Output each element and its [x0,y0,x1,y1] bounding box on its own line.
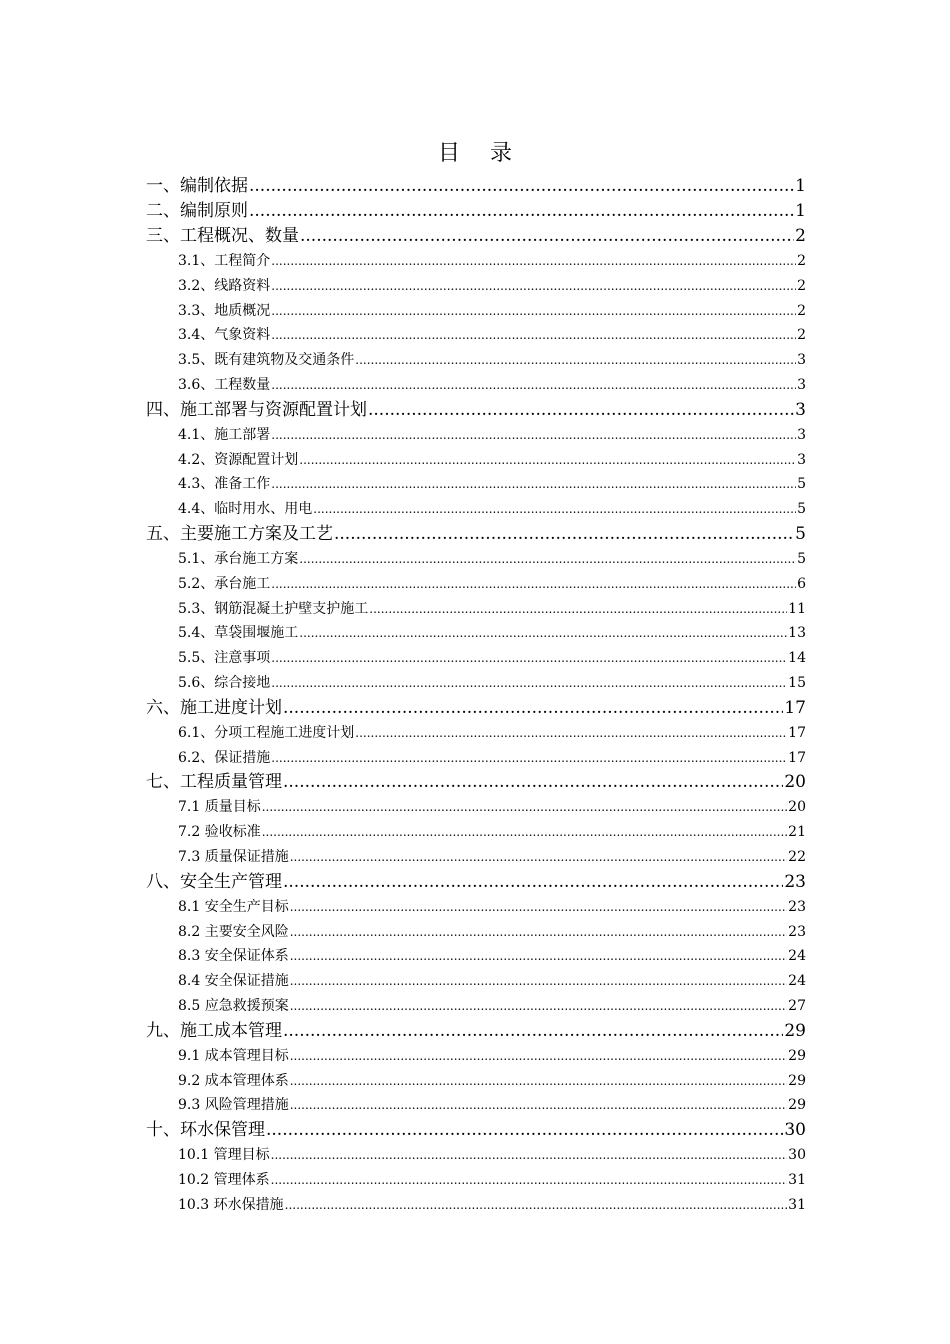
toc-entry-page-number: 29 [788,1047,806,1064]
toc-entry-label: 10.2 管理体系 [178,1171,270,1188]
toc-entry-page-number: 2 [797,302,806,319]
toc-section-entry[interactable] [146,1193,806,1218]
dot-leader [271,572,796,597]
toc-chapter-entry[interactable] [146,1118,806,1143]
toc-entry-page-number: 17 [788,724,806,741]
toc-entry-label: 8.5 应急救援预案 [178,997,289,1014]
toc-entry-label: 六、施工进度计划 [146,697,282,718]
toc-entry-page-number: 2 [795,226,806,246]
dot-leader [368,398,794,423]
dot-leader [283,1019,783,1044]
dot-leader [299,621,787,646]
toc-section-entry[interactable] [146,497,806,522]
dot-leader [266,1118,783,1143]
toc-entry-label: 九、施工成本管理 [146,1020,282,1041]
dot-leader [355,721,787,746]
toc-section-entry[interactable] [146,348,806,373]
dot-leader [271,646,787,671]
toc-entry-label: 9.2 成本管理体系 [178,1072,289,1089]
dot-leader [271,323,796,348]
toc-entry-page-number: 17 [784,697,806,718]
toc-entry-label: 4.4、临时用水、用电 [178,501,313,518]
toc-entry-page-number: 29 [784,1020,806,1041]
toc-entry-label: 9.1 成本管理目标 [178,1047,289,1064]
dot-leader [249,199,794,224]
toc-entry-page-number: 31 [788,1196,806,1213]
toc-chapter-entry[interactable] [146,1019,806,1044]
dot-leader [299,547,796,572]
toc-entry-label: 6.2、保证措施 [178,749,271,766]
toc-entry-page-number: 3 [797,352,806,369]
toc-entry-page-number: 23 [788,898,806,915]
toc-entry-label: 10.3 环水保措施 [178,1196,284,1213]
toc-entry-label: 四、施工部署与资源配置计划 [146,399,367,420]
toc-entry-label: 5.2、承台施工 [178,575,271,592]
toc-section-entry[interactable] [146,621,806,646]
toc-entry-label: 5.3、钢筋混凝土护壁支护施工 [178,600,369,617]
toc-entry-label: 3.3、地质概况 [178,302,271,319]
toc-entry-label: 5.4、草袋围堰施工 [178,625,299,642]
toc-section-entry[interactable] [146,746,806,771]
dot-leader [313,497,796,522]
toc-section-entry[interactable] [146,373,806,398]
toc-entry-page-number: 13 [788,625,806,642]
dot-leader [290,1093,787,1118]
dot-leader [283,696,783,721]
dot-leader [290,1044,787,1069]
title-char-1: 目 [437,141,460,166]
dot-leader [271,1168,788,1193]
toc-entry-page-number: 23 [788,923,806,940]
toc-entry-page-number: 17 [788,749,806,766]
dot-leader [271,1143,788,1168]
toc-section-entry[interactable] [146,1069,806,1094]
toc-entry-page-number: 27 [788,997,806,1014]
toc-section-entry[interactable] [146,671,806,696]
toc-section-entry[interactable] [146,944,806,969]
dot-leader [249,174,794,199]
toc-entry-label: 三、工程概况、数量 [146,226,299,246]
toc-section-entry[interactable] [146,323,806,348]
toc-entry-label: 8.3 安全保证体系 [178,948,289,965]
toc-entry-page-number: 20 [784,772,806,793]
toc-entry-page-number: 6 [797,575,806,592]
toc-entry-page-number: 30 [784,1120,806,1141]
dot-leader [355,348,796,373]
dot-leader [290,845,787,870]
toc-entry-label: 4.3、准备工作 [178,476,271,493]
toc-section-entry[interactable] [146,597,806,622]
toc-entry-page-number: 5 [795,523,806,544]
toc-entry-label: 3.4、气象资料 [178,327,271,344]
dot-leader [290,944,787,969]
toc-entry-label: 3.2、线路资料 [178,277,271,294]
dot-leader [271,472,796,497]
toc-entry-page-number: 29 [788,1072,806,1089]
toc-entry-label: 8.4 安全保证措施 [178,973,289,990]
toc-entry-label: 7.3 质量保证措施 [178,848,289,865]
toc-section-entry[interactable] [146,721,806,746]
dot-leader [283,870,783,895]
toc-section-entry[interactable] [146,994,806,1019]
toc-chapter-entry[interactable] [146,870,806,895]
toc-entry-page-number: 30 [788,1147,806,1164]
toc-section-entry[interactable] [146,472,806,497]
dot-leader [334,522,794,547]
toc-entry-label: 8.2 主要安全风险 [178,923,289,940]
toc-entry-page-number: 22 [788,848,806,865]
toc-entry-page-number: 5 [797,550,806,567]
toc-section-entry[interactable] [146,1044,806,1069]
toc-section-entry[interactable] [146,448,806,473]
toc-chapter-entry[interactable] [146,224,806,249]
toc-entry-label: 5.6、综合接地 [178,674,271,691]
dot-leader [271,249,796,274]
toc-section-entry[interactable] [146,895,806,920]
toc-entry-label: 3.6、工程数量 [178,376,271,393]
toc-entry-label: 4.1、施工部署 [178,426,271,443]
toc-entry-page-number: 3 [797,426,806,443]
dot-leader [271,423,796,448]
toc-section-entry[interactable] [146,646,806,671]
dot-leader [271,671,787,696]
dot-leader [262,795,787,820]
toc-entry-page-number: 5 [797,501,806,518]
toc-entry-label: 5.5、注意事项 [178,650,271,667]
toc-chapter-entry[interactable] [146,398,806,423]
toc-section-entry[interactable] [146,969,806,994]
toc-entry-page-number: 5 [797,476,806,493]
toc-section-entry[interactable] [146,423,806,448]
toc-entry-label: 一、编制依据 [146,176,248,196]
toc-entry-label: 十、环水保管理 [146,1120,265,1141]
dot-leader [299,448,796,473]
dot-leader [290,920,787,945]
toc-entry-page-number: 1 [795,176,806,196]
table-of-contents [146,174,806,1218]
toc-section-entry[interactable] [146,547,806,572]
toc-section-entry[interactable] [146,1093,806,1118]
toc-entry-label: 5.1、承台施工方案 [178,550,299,567]
toc-section-entry[interactable] [146,920,806,945]
dot-leader [290,969,787,994]
toc-entry-label: 3.1、工程简介 [178,253,271,269]
toc-entry-label: 7.1 质量目标 [178,799,261,816]
dot-leader [271,299,796,324]
toc-entry-label: 10.1 管理目标 [178,1147,270,1164]
toc-chapter-entry[interactable] [146,199,806,224]
toc-entry-page-number: 24 [788,973,806,990]
toc-entry-label: 五、主要施工方案及工艺 [146,523,333,544]
toc-entry-label: 4.2、资源配置计划 [178,451,299,468]
page-title [0,136,950,167]
toc-entry-label: 八、安全生产管理 [146,871,282,892]
toc-entry-page-number: 23 [784,871,806,892]
toc-entry-label: 3.5、既有建筑物及交通条件 [178,352,355,369]
toc-chapter-entry[interactable] [146,522,806,547]
toc-chapter-entry[interactable] [146,770,806,795]
toc-entry-label: 6.1、分项工程施工进度计划 [178,724,355,741]
dot-leader [290,1069,787,1094]
toc-chapter-entry[interactable] [146,696,806,721]
toc-entry-page-number: 2 [797,253,806,269]
dot-leader [283,770,783,795]
dot-leader [290,895,787,920]
toc-entry-page-number: 29 [788,1097,806,1114]
toc-entry-page-number: 11 [788,600,806,617]
toc-entry-page-number: 3 [797,376,806,393]
toc-section-entry[interactable] [146,1168,806,1193]
toc-chapter-entry[interactable] [146,174,806,199]
toc-entry-page-number: 20 [788,799,806,816]
toc-entry-label: 二、编制原则 [146,201,248,221]
toc-entry-label: 9.3 风险管理措施 [178,1097,289,1114]
toc-section-entry[interactable] [146,1143,806,1168]
toc-entry-page-number: 31 [788,1171,806,1188]
dot-leader [300,224,794,249]
toc-entry-label: 7.2 验收标准 [178,824,261,841]
toc-entry-page-number: 14 [788,650,806,667]
dot-leader [271,274,796,299]
dot-leader [271,746,787,771]
toc-entry-label: 8.1 安全生产目标 [178,898,289,915]
dot-leader [271,373,796,398]
toc-section-entry[interactable] [146,572,806,597]
toc-entry-page-number: 2 [797,327,806,344]
toc-entry-page-number: 24 [788,948,806,965]
toc-entry-page-number: 1 [795,201,806,221]
toc-entry-label: 七、工程质量管理 [146,772,282,793]
toc-section-entry[interactable] [146,795,806,820]
toc-section-entry[interactable] [146,845,806,870]
dot-leader [285,1193,788,1218]
toc-section-entry[interactable] [146,249,806,274]
title-char-2: 录 [490,141,513,166]
toc-entry-page-number: 3 [795,399,806,420]
toc-entry-page-number: 3 [797,451,806,468]
dot-leader [290,994,787,1019]
toc-section-entry[interactable] [146,299,806,324]
toc-section-entry[interactable] [146,274,806,299]
dot-leader [262,820,787,845]
dot-leader [369,597,787,622]
toc-entry-page-number: 15 [788,674,806,691]
toc-section-entry[interactable] [146,820,806,845]
toc-entry-page-number: 2 [797,277,806,294]
toc-entry-page-number: 21 [788,824,806,841]
